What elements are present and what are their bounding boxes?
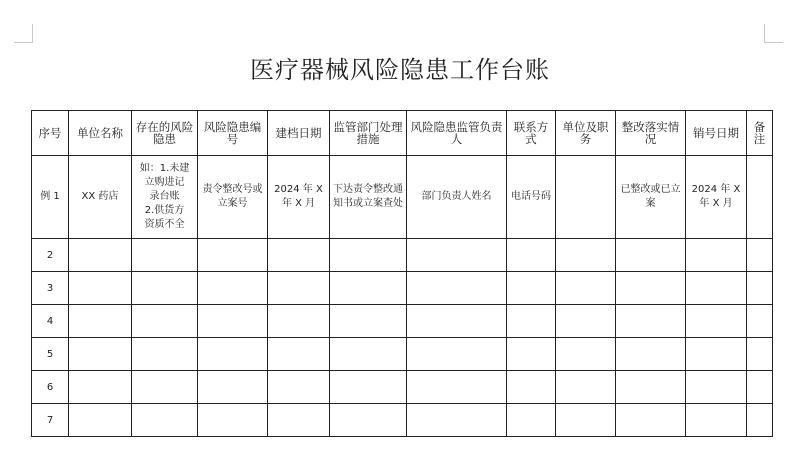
cell-measures[interactable] [330,404,407,437]
cell-remarks[interactable] [747,338,773,371]
cell-index[interactable]: 例 1 [32,156,69,239]
cell-risk-id[interactable] [198,305,268,338]
cell-contact[interactable] [507,305,556,338]
cell-close-date[interactable] [686,371,747,404]
cell-position[interactable] [556,338,616,371]
cell-close-date[interactable] [686,338,747,371]
table-row [32,305,773,338]
issue-line: 立购进记 [144,177,185,188]
table-row [32,338,773,371]
cell-risk-id[interactable] [198,371,268,404]
cell-supervisor[interactable] [407,305,507,338]
page-corner-mark-top-left [14,24,33,43]
cell-created-date[interactable] [268,272,330,305]
cell-index[interactable]: 3 [32,272,69,305]
cell-remarks[interactable] [747,404,773,437]
cell-unit-name[interactable] [69,239,132,272]
cell-created-date[interactable] [268,404,330,437]
cell-remarks[interactable] [747,272,773,305]
issue-line: 录台账 [149,191,180,202]
cell-supervisor[interactable] [407,239,507,272]
cell-measures[interactable] [330,305,407,338]
cell-rectification[interactable] [616,305,686,338]
cell-contact[interactable] [507,338,556,371]
cell-created-date[interactable] [268,338,330,371]
cell-contact[interactable] [507,404,556,437]
cell-supervisor[interactable] [407,404,507,437]
cell-position[interactable] [556,371,616,404]
cell-position[interactable] [556,239,616,272]
cell-remarks[interactable] [747,156,773,239]
risk-ledger-table [31,110,773,437]
document-title: 医疗器械风险隐患工作台账 [250,56,550,84]
cell-risk-issue[interactable] [132,156,198,239]
cell-measures[interactable] [330,371,407,404]
cell-unit-name[interactable] [69,404,132,437]
cell-supervisor[interactable] [407,338,507,371]
page-corner-mark-top-right [764,24,783,43]
cell-rectification[interactable] [616,272,686,305]
cell-risk-issue[interactable] [132,371,198,404]
cell-risk-id[interactable] [198,404,268,437]
issue-line: 2.供货方 [144,205,185,216]
cell-supervisor[interactable] [407,371,507,404]
cell-remarks[interactable] [747,371,773,404]
cell-supervisor[interactable] [407,272,507,305]
header-position: 单位及职务 [556,111,616,156]
cell-unit-name[interactable] [69,305,132,338]
cell-remarks[interactable] [747,305,773,338]
cell-position[interactable] [556,404,616,437]
cell-risk-issue[interactable] [132,338,198,371]
cell-risk-id[interactable] [198,239,268,272]
cell-unit-name[interactable] [69,371,132,404]
cell-unit-name[interactable] [69,272,132,305]
header-unit-name: 单位名称 [69,111,132,156]
cell-risk-issue[interactable] [132,404,198,437]
cell-index[interactable]: 6 [32,371,69,404]
cell-rectification[interactable] [616,371,686,404]
cell-index[interactable]: 2 [32,239,69,272]
cell-contact[interactable] [507,239,556,272]
cell-risk-issue[interactable] [132,272,198,305]
cell-index[interactable]: 5 [32,338,69,371]
cell-position[interactable] [556,156,616,239]
cell-created-date[interactable] [268,305,330,338]
header-measures: 监管部门处理措施 [330,111,407,156]
cell-close-date[interactable] [686,239,747,272]
cell-rectification[interactable] [616,404,686,437]
cell-measures[interactable]: 下达责令整改通知书或立案查处 [330,156,407,239]
header-close-date: 销号日期 [686,111,747,156]
header-contact: 联系方式 [507,111,556,156]
table-row [32,404,773,437]
cell-created-date[interactable]: 2024 年 X 年 X 月 [268,156,330,239]
cell-risk-id[interactable] [198,338,268,371]
table-row [32,272,773,305]
cell-measures[interactable] [330,239,407,272]
cell-created-date[interactable] [268,239,330,272]
cell-risk-id[interactable] [198,272,268,305]
cell-remarks[interactable] [747,239,773,272]
header-supervisor: 风险隐患监管负责人 [407,111,507,156]
header-index: 序号 [32,111,69,156]
cell-risk-issue[interactable] [132,239,198,272]
cell-position[interactable] [556,272,616,305]
issue-line: 如：1.未建 [139,163,190,174]
header-rectification: 整改落实情况 [616,111,686,156]
cell-rectification[interactable] [616,239,686,272]
header-row [32,111,773,156]
header-risk-issue: 存在的风险隐患 [132,111,198,156]
table-row [32,371,773,404]
cell-rectification[interactable]: 已整改或已立案 [616,156,686,239]
cell-index[interactable]: 7 [32,404,69,437]
table-row-example [32,156,773,239]
cell-contact[interactable]: 电话号码 [507,156,556,239]
table-row [32,239,773,272]
cell-index[interactable]: 4 [32,305,69,338]
cell-measures[interactable] [330,338,407,371]
cell-close-date[interactable]: 2024 年 X 年 X 月 [686,156,747,239]
cell-created-date[interactable] [268,371,330,404]
header-risk-id: 风险隐患编号 [198,111,268,156]
cell-contact[interactable] [507,371,556,404]
empty-rows-body [32,239,773,437]
cell-risk-issue[interactable] [132,305,198,338]
cell-unit-name[interactable] [69,338,132,371]
header-created-date: 建档日期 [268,111,330,156]
cell-contact[interactable] [507,272,556,305]
cell-rectification[interactable] [616,338,686,371]
cell-supervisor[interactable]: 部门负责人姓名 [407,156,507,239]
header-remarks: 备注 [747,111,773,156]
cell-position[interactable] [556,305,616,338]
cell-close-date[interactable] [686,305,747,338]
cell-measures[interactable] [330,272,407,305]
issue-line: 资质不全 [144,219,185,230]
cell-close-date[interactable] [686,272,747,305]
cell-risk-id[interactable]: 责令整改号或立案号 [198,156,268,239]
cell-unit-name[interactable]: XX 药店 [69,156,132,239]
cell-close-date[interactable] [686,404,747,437]
